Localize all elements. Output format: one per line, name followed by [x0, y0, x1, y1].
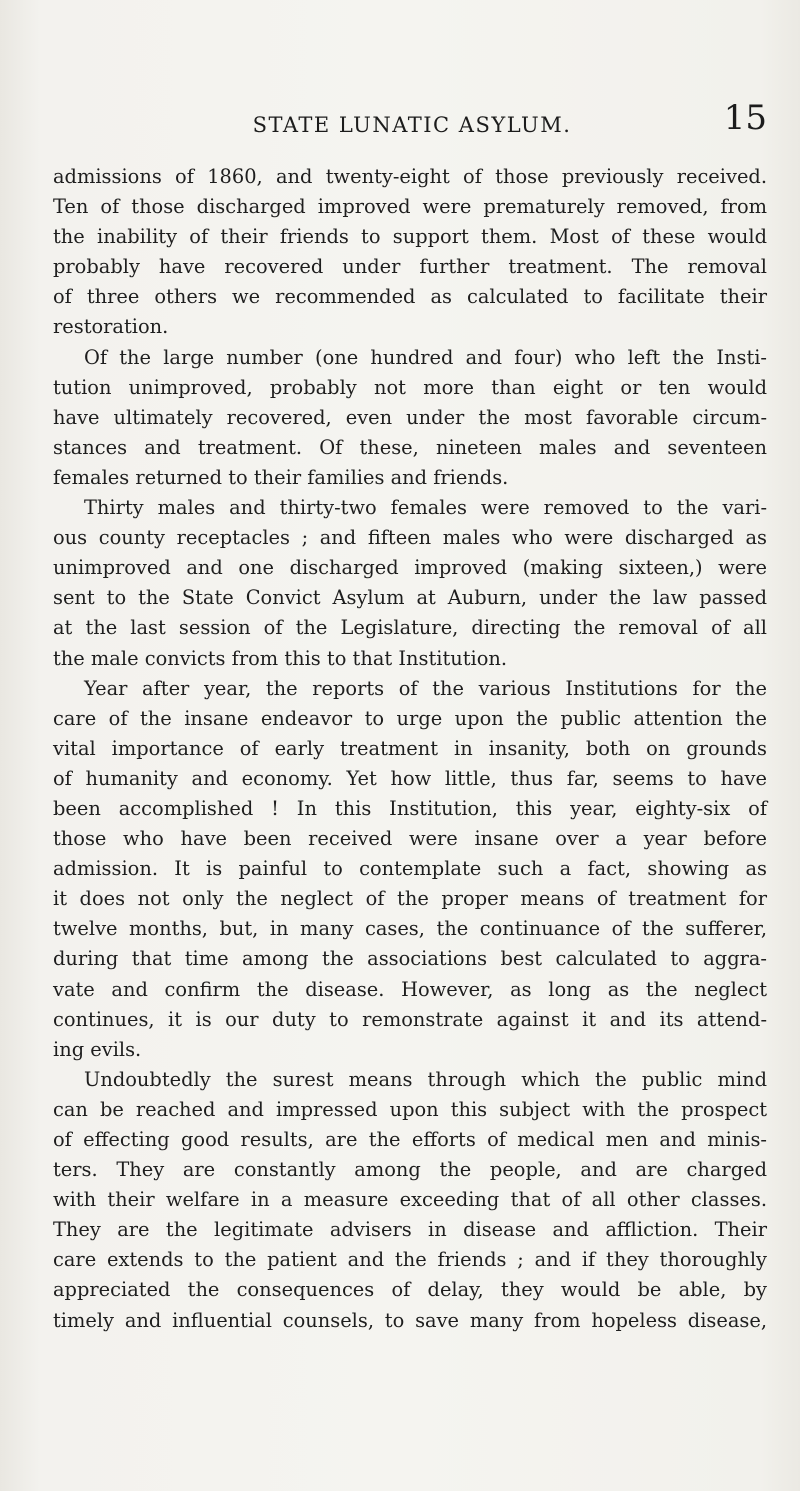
text-line: of three others we recommended as calculated to facilitate their: [53, 285, 767, 309]
body-text: [53, 162, 767, 1336]
text-line: during that time among the associations best calculated to aggra-: [53, 947, 767, 971]
running-title: STATE LUNATIC ASYLUM.: [252, 113, 572, 137]
text-line: Year after year, the reports of the various Institutions for the: [84, 676, 767, 700]
text-line: admission. It is painful to contemplate such a fact, showing as: [53, 857, 767, 881]
text-line: of effecting good results, are the efforts of medical men and minis-: [53, 1128, 767, 1151]
text-line: restoration.: [53, 315, 169, 339]
text-line: Thirty males and thirty-two females were removed to the vari-: [84, 496, 767, 520]
text-line: Ten of those discharged improved were prematurely removed, from: [53, 195, 767, 219]
text-line: have ultimately recovered, even under the most favorable circum-: [53, 405, 767, 429]
text-line: the male convicts from this to that Institution.: [53, 646, 508, 670]
text-line: vate and confirm the disease. However, as long as the neglect: [53, 977, 767, 1001]
text-line: Undoubtedly the surest means through which the public mind: [84, 1067, 767, 1091]
text-line: at the last session of the Legislature, directing the removal of all: [53, 616, 767, 640]
text-line: timely and influential counsels, to save many from hopeless disease,: [53, 1308, 767, 1332]
text-line: twelve months, but, in many cases, the continuance of the sufferer,: [53, 917, 767, 941]
text-line: of humanity and economy. Yet how little, thus far, seems to have: [53, 766, 767, 790]
text-line: continues, it is our duty to remonstrate against it and its attend-: [53, 1007, 767, 1031]
text-line: admissions of 1860, and twenty-eight of those previously received.: [53, 165, 767, 188]
text-line: vital importance of early treatment in insanity, both on grounds: [53, 736, 767, 760]
text-line: tution unimproved, probably not more than eight or ten would: [53, 375, 767, 399]
text-line: been accomplished ! In this Institution, this year, eighty-six of: [53, 796, 767, 820]
text-line: ters. They are constantly among the people, and are charged: [53, 1158, 767, 1182]
text-line: They are the legitimate advisers in disease and affliction. Their: [53, 1218, 767, 1242]
text-line: care of the insane endeavor to urge upon the public attention the: [53, 706, 767, 730]
text-line: ing evils.: [53, 1037, 142, 1061]
running-head: [53, 93, 767, 143]
text-line: the inability of their friends to support them. Most of these would: [53, 225, 767, 249]
text-line: unimproved and one discharged improved (making sixteen,) were: [53, 556, 767, 580]
text-line: sent to the State Convict Asylum at Auburn, under the law passed: [53, 586, 767, 610]
page-number: 15: [723, 98, 767, 138]
text-line: probably have recovered under further treatment. The removal: [53, 255, 767, 279]
text-line: Of the large number (one hundred and four) who left the Insti-: [84, 345, 767, 369]
text-line: appreciated the consequences of delay, they would be able, by: [53, 1278, 767, 1302]
text-line: ous county receptacles ; and fifteen males who were discharged as: [53, 526, 767, 550]
text-line: with their welfare in a measure exceeding that of all other classes.: [53, 1188, 767, 1212]
text-line: care extends to the patient and the friends ; and if they thoroughly: [53, 1248, 767, 1272]
text-line: females returned to their families and friends.: [53, 465, 509, 489]
text-line: those who have been received were insane over a year before: [53, 827, 767, 851]
text-line: can be reached and impressed upon this subject with the prospect: [53, 1097, 767, 1121]
text-line: stances and treatment. Of these, nineteen males and seventeen: [53, 435, 767, 459]
text-line: it does not only the neglect of the proper means of treatment for: [53, 887, 767, 911]
